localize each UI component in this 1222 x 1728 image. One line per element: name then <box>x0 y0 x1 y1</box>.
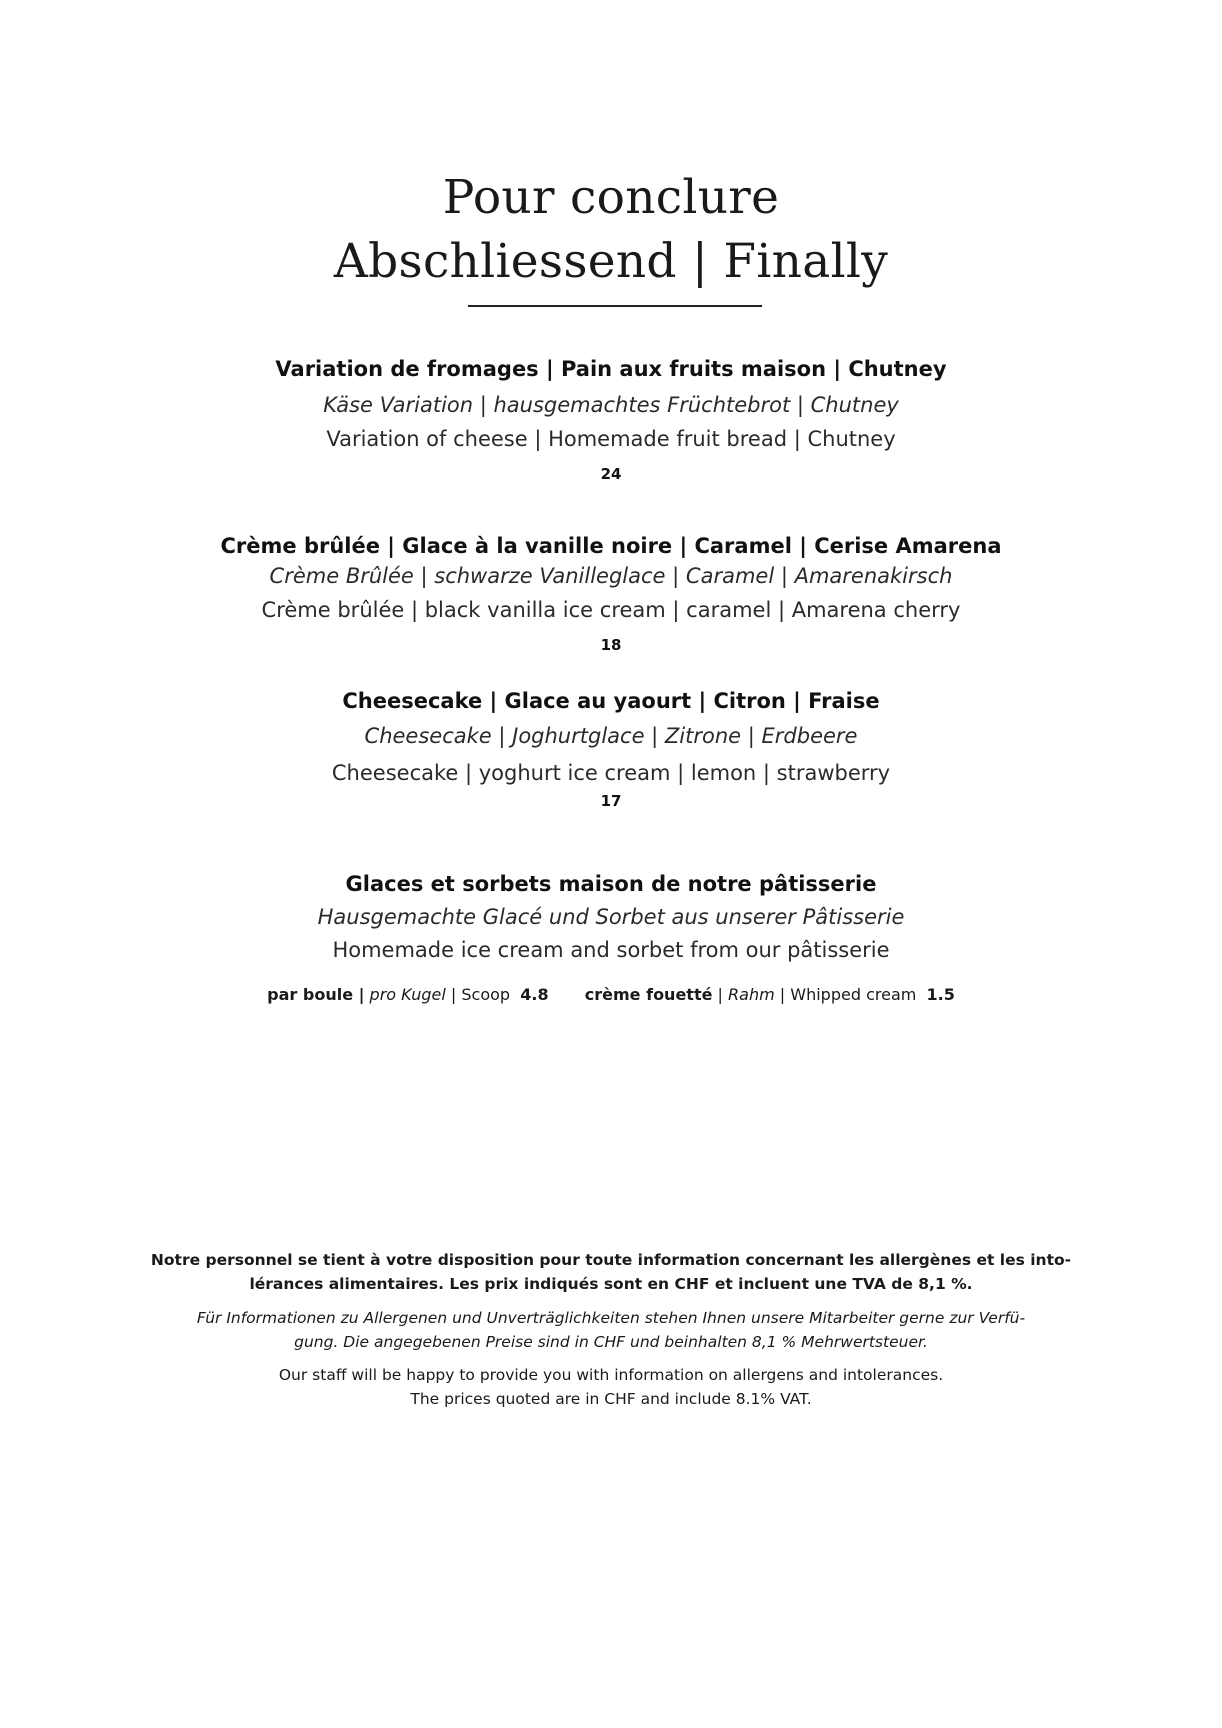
cream-label-de: Rahm <box>728 985 775 1004</box>
dish-name-fr: Cheesecake | Glace au yaourt | Citron | Fraise <box>342 689 880 713</box>
dish-name-fr: Crème brûlée | Glace à la vanille noire | Caramel | Cerise Amarena <box>220 534 1002 558</box>
scoop-price: 4.8 <box>520 985 549 1004</box>
extras-line <box>0 987 1222 1003</box>
cream-label-fr: crème fouetté <box>584 985 713 1004</box>
dish-price: 24 <box>600 465 622 483</box>
scoop-label-en: Scoop <box>461 985 511 1004</box>
page-subtitle: Abschliessend | Finally <box>333 234 889 289</box>
notice-en-line-2: The prices quoted are in CHF and include 8.1% VAT. <box>410 1390 812 1408</box>
dish-name-en: Homemade ice cream and sorbet from our pâtisserie <box>332 938 890 962</box>
dish-name-fr: Glaces et sorbets maison de notre pâtisserie <box>345 872 877 896</box>
cream-separator: | <box>717 985 723 1004</box>
dish-name-en: Crème brûlée | black vanilla ice cream | caramel | Amarena cherry <box>261 598 961 622</box>
notice-de-line-1: Für Informationen zu Allergenen und Unverträglichkeiten stehen Ihnen unsere Mitarbeiter gerne zur Verfü- <box>196 1309 1026 1327</box>
dish-name-de: Käse Variation | hausgemachtes Früchtebrot | Chutney <box>323 393 899 417</box>
dish-price: 18 <box>600 636 622 654</box>
allergen-notice-de <box>140 1306 1082 1354</box>
cream-price: 1.5 <box>926 985 955 1004</box>
notice-de-line-2: gung. Die angegebenen Preise sind in CHF und beinhalten 8,1 % Mehrwertsteuer. <box>294 1333 928 1351</box>
cream-separator: | <box>779 985 786 1004</box>
cream-label-en: Whipped cream <box>790 985 917 1004</box>
dish-name-de: Cheesecake | Joghurtglace | Zitrone | Erdbeere <box>364 724 858 748</box>
dish-price: 17 <box>600 792 622 810</box>
allergen-notice-en <box>140 1363 1082 1411</box>
title-divider <box>468 305 762 307</box>
scoop-label-de: pro Kugel <box>369 985 446 1004</box>
page-title: Pour conclure <box>442 170 780 225</box>
dish-name-en: Variation of cheese | Homemade fruit bread | Chutney <box>326 427 896 451</box>
dish-name-de: Crème Brûlée | schwarze Vanilleglace | Caramel | Amarenakirsch <box>269 564 953 588</box>
dish-name-de: Hausgemachte Glacé und Sorbet aus unserer Pâtisserie <box>317 905 905 929</box>
dish-name-en: Cheesecake | yoghurt ice cream | lemon | strawberry <box>331 761 891 785</box>
scoop-label-fr: par boule | <box>267 985 365 1004</box>
allergen-notice-fr <box>140 1248 1082 1296</box>
notice-fr-line-2: lérances alimentaires. Les prix indiqués sont en CHF et incluent une TVA de 8,1 %. <box>249 1275 973 1293</box>
notice-en-line-1: Our staff will be happy to provide you with information on allergens and intolerances. <box>278 1366 944 1384</box>
scoop-separator: | <box>450 985 457 1004</box>
notice-fr-line-1: Notre personnel se tient à votre disposition pour toute information concernant les allergènes et les into- <box>150 1251 1072 1269</box>
dish-name-fr: Variation de fromages | Pain aux fruits maison | Chutney <box>275 357 947 381</box>
